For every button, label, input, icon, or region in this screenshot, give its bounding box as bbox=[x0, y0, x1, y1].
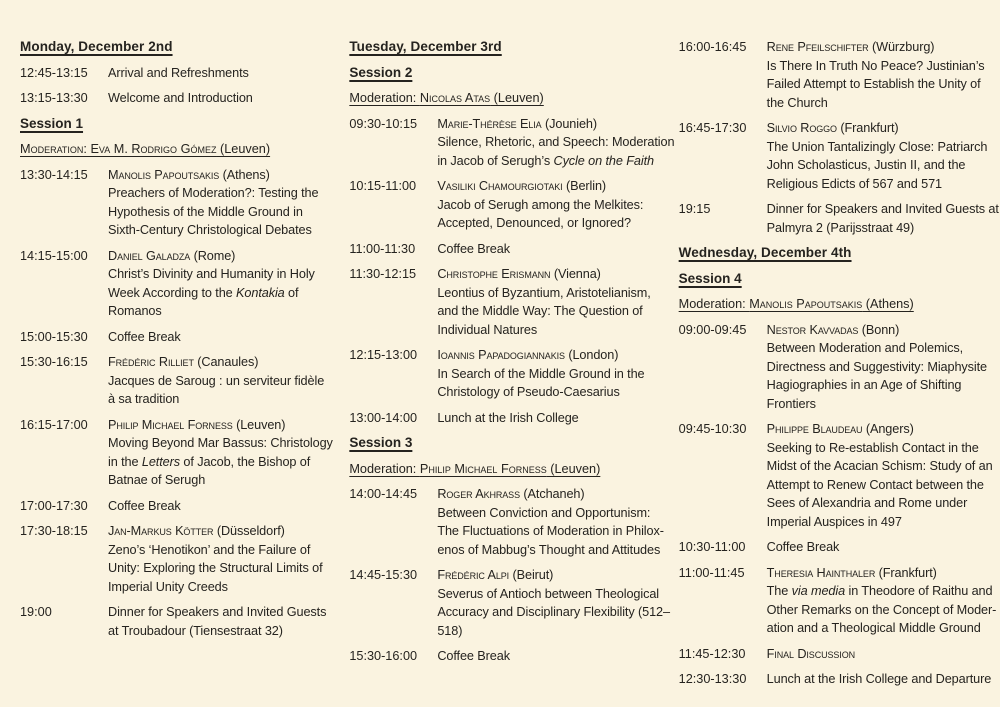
text-run: in Jacob of Serugh’s bbox=[437, 153, 554, 168]
schedule-entry bbox=[349, 409, 656, 428]
entry-time: 11:45-12:30 bbox=[678, 646, 746, 661]
text-run: à sa tradition bbox=[108, 392, 180, 406]
entry-content bbox=[767, 119, 986, 193]
entry-content bbox=[108, 416, 333, 490]
moderation-line bbox=[679, 295, 986, 314]
text-run: (Würzburg) bbox=[868, 40, 935, 54]
text-run: Dinner for Speakers and Invited Guests bbox=[108, 605, 327, 619]
smallcaps-text: Daniel Galadza bbox=[108, 248, 191, 263]
text-run: Severus of Antioch between Theological bbox=[437, 586, 659, 601]
text-run: Seeking to Re-establish Contact in the bbox=[766, 440, 979, 455]
smallcaps-text: Frédéric Rilliet bbox=[108, 355, 194, 369]
entry-line bbox=[766, 582, 993, 601]
text-run: the Church bbox=[766, 95, 828, 110]
schedule-entry bbox=[349, 566, 670, 640]
smallcaps-text: Vasiliki Chamourgiotaki bbox=[437, 179, 563, 193]
smallcaps-text: Frédéric Alpi bbox=[437, 568, 510, 582]
text-run: and the Middle Way: The Question of bbox=[437, 304, 643, 318]
session-header: Session 4 bbox=[678, 270, 742, 286]
text-run: Coffee Break bbox=[437, 241, 510, 256]
entry-content bbox=[766, 200, 999, 237]
entry-line bbox=[108, 541, 323, 560]
session-header: Session 1 bbox=[20, 115, 84, 131]
text-run: Accuracy and Disciplinary Flexibility (512– bbox=[437, 605, 670, 619]
entry-line bbox=[437, 265, 650, 284]
text-run: (Frankfurt) bbox=[875, 565, 937, 580]
text-run: enos of Mabbug’s Thought and Attitudes bbox=[437, 542, 661, 557]
entry-line bbox=[767, 538, 840, 557]
smallcaps-text: Philippe Blaudeau bbox=[766, 422, 863, 436]
entry-line bbox=[437, 585, 659, 604]
day-header: Monday, December 2nd bbox=[20, 39, 173, 54]
text-run: at Troubadour (Tiensestraat 32) bbox=[108, 623, 283, 638]
day-header: Tuesday, December 3rd bbox=[349, 39, 502, 54]
entry-content bbox=[437, 177, 643, 233]
entry-content bbox=[767, 538, 840, 557]
schedule-entry bbox=[349, 485, 664, 559]
entry-content bbox=[437, 346, 644, 402]
program-column-tuesday bbox=[349, 38, 675, 707]
smallcaps-text: Nicolas Atas bbox=[419, 91, 491, 105]
smallcaps-text: Final Discussion bbox=[766, 646, 856, 661]
entry-line bbox=[767, 75, 985, 94]
text-run: Coffee Break bbox=[437, 649, 510, 663]
entry-line bbox=[108, 203, 318, 222]
text-run: Moderation: bbox=[349, 461, 420, 476]
text-run: (Jounieh) bbox=[541, 116, 598, 131]
entry-time: 11:00-11:30 bbox=[349, 241, 416, 256]
entry-time: 09:45-10:30 bbox=[678, 422, 747, 436]
entry-line bbox=[766, 457, 993, 476]
entry-time: 11:00-11:45 bbox=[678, 565, 745, 580]
smallcaps-text: Theresia Hainthaler bbox=[766, 565, 876, 580]
schedule-entry bbox=[20, 89, 327, 108]
smallcaps-text: Rene Pfeilschifter bbox=[766, 40, 869, 54]
text-run: (Berlin) bbox=[562, 179, 607, 193]
entry-content bbox=[766, 564, 997, 638]
entry-time: 11:30-12:15 bbox=[349, 267, 417, 281]
text-run: Individual Natures bbox=[437, 322, 538, 337]
text-run: The Union Tantalizingly Close: Patriarch bbox=[766, 139, 988, 154]
entry-line bbox=[108, 64, 249, 83]
entry-line bbox=[766, 601, 997, 620]
schedule-entry bbox=[678, 670, 992, 689]
entry-line bbox=[108, 622, 326, 641]
entry-line bbox=[108, 284, 315, 303]
entry-line bbox=[767, 619, 986, 638]
entry-line bbox=[108, 603, 326, 622]
text-run: In Search of the Middle Ground in the bbox=[437, 366, 645, 381]
text-run: in Theodore of Raithu and bbox=[845, 584, 993, 598]
text-run: (Canaules) bbox=[193, 355, 259, 369]
entry-content bbox=[437, 647, 510, 666]
text-run: Jacob of Serugh among the Melkites: bbox=[437, 197, 644, 212]
text-run: (Rome) bbox=[190, 248, 236, 263]
entry-line bbox=[767, 439, 986, 458]
entry-line bbox=[767, 645, 855, 664]
entry-time: 10:15-11:00 bbox=[349, 179, 417, 193]
entry-line bbox=[437, 321, 650, 340]
entry-line bbox=[437, 196, 643, 215]
entry-line bbox=[108, 247, 315, 266]
entry-time: 19:00 bbox=[20, 605, 52, 619]
entry-line bbox=[437, 240, 510, 259]
schedule-entry bbox=[20, 247, 327, 321]
smallcaps-text: Moderation: Eva M. Rodrigo Gómez bbox=[20, 142, 217, 156]
entry-time: 09:30-10:15 bbox=[349, 116, 418, 131]
text-run: (London) bbox=[564, 348, 619, 362]
entry-line bbox=[767, 94, 985, 113]
text-run: (Athens) bbox=[219, 167, 270, 182]
entry-line bbox=[767, 321, 986, 340]
smallcaps-text: Nestor Kavvadas bbox=[766, 322, 859, 337]
text-run: Lunch at the Irish College bbox=[437, 410, 579, 425]
italic-title-text: Kontakia bbox=[236, 285, 285, 300]
entry-time: 13:00-14:00 bbox=[349, 410, 418, 425]
entry-content bbox=[437, 566, 670, 640]
entry-line bbox=[437, 302, 650, 321]
entry-line bbox=[767, 420, 986, 439]
entry-line bbox=[767, 138, 986, 157]
session-header: Session 2 bbox=[349, 64, 413, 80]
text-run: Between Moderation and Polemics, bbox=[766, 341, 964, 355]
text-run: Lunch at the Irish College and Departure bbox=[766, 672, 992, 686]
smallcaps-text: Ioannis Papadogiannakis bbox=[437, 348, 565, 362]
entry-line bbox=[767, 175, 986, 194]
schedule-entry bbox=[20, 416, 333, 490]
text-run: Christology of Pseudo-Caesarius bbox=[437, 385, 620, 399]
text-run: Week According to the bbox=[108, 285, 237, 300]
schedule-entry bbox=[349, 647, 656, 666]
schedule-entry bbox=[349, 346, 656, 402]
entry-line bbox=[767, 57, 985, 76]
entry-line bbox=[108, 559, 323, 578]
entry-line bbox=[437, 152, 656, 171]
text-run: Moving Beyond Mar Bassus: Christology bbox=[108, 436, 333, 450]
entry-line bbox=[767, 494, 986, 513]
text-run: of Jacob, the Bishop of bbox=[179, 454, 311, 469]
schedule-entry bbox=[349, 115, 675, 171]
text-run: (Vienna) bbox=[550, 267, 601, 281]
schedule-entry bbox=[678, 564, 997, 638]
schedule-entry bbox=[678, 200, 999, 237]
text-run: Silence, Rhetoric, and Speech: Moderation bbox=[437, 135, 675, 149]
text-run: Directness and Suggestivity: Miaphysite bbox=[766, 359, 988, 374]
schedule-entry bbox=[679, 645, 986, 664]
text-run: (Leuven) bbox=[490, 91, 544, 105]
entry-time: 14:45-15:30 bbox=[349, 568, 418, 582]
entry-content bbox=[108, 64, 249, 83]
italic-title-text: Cycle on the Faith bbox=[553, 153, 654, 168]
entry-content bbox=[108, 166, 318, 240]
entry-line bbox=[437, 284, 650, 303]
entry-line bbox=[108, 578, 323, 597]
entry-line bbox=[108, 328, 181, 347]
entry-line bbox=[108, 166, 318, 185]
entry-content bbox=[766, 420, 993, 531]
entry-content bbox=[766, 670, 992, 689]
entry-line bbox=[767, 119, 986, 138]
schedule-entry bbox=[20, 497, 327, 516]
schedule-entry bbox=[349, 177, 656, 233]
entry-time: 16:00-16:45 bbox=[678, 40, 747, 54]
smallcaps-text: Jan-Markus Kötter bbox=[108, 524, 214, 538]
entry-line bbox=[108, 89, 253, 108]
entry-line bbox=[766, 200, 999, 219]
entry-time: 14:00-14:45 bbox=[349, 487, 418, 501]
schedule-entry bbox=[679, 119, 986, 193]
schedule-entry bbox=[20, 603, 327, 640]
entry-time: 17:30-18:15 bbox=[20, 524, 88, 538]
text-run: Coffee Break bbox=[108, 329, 181, 344]
schedule-entry bbox=[678, 420, 993, 531]
entry-content bbox=[108, 247, 315, 321]
text-run: Sees of Alexandria and Rome under bbox=[766, 496, 968, 510]
entry-time: 15:30-16:15 bbox=[20, 355, 88, 369]
entry-line bbox=[108, 221, 318, 240]
entry-time: 13:30-14:15 bbox=[20, 167, 88, 182]
moderation-line bbox=[20, 140, 327, 159]
moderation-line bbox=[349, 89, 656, 108]
session-header: Session 3 bbox=[349, 435, 413, 450]
entry-line bbox=[437, 409, 578, 428]
schedule-entry bbox=[20, 353, 327, 409]
entry-time: 09:00-09:45 bbox=[678, 322, 747, 337]
entry-time: 10:30-11:00 bbox=[678, 540, 746, 554]
entry-line bbox=[767, 156, 986, 175]
text-run: Accepted, Denounced, or Ignored? bbox=[437, 216, 631, 230]
entry-content bbox=[767, 38, 985, 112]
entry-line bbox=[766, 670, 992, 689]
entry-line bbox=[108, 434, 333, 453]
entry-time: 12:30-13:30 bbox=[678, 672, 747, 686]
entry-time: 14:15-15:00 bbox=[20, 248, 88, 263]
smallcaps-text: Marie-Thérèse Elia bbox=[437, 116, 542, 131]
smallcaps-text: Manolis Papoutsakis bbox=[108, 167, 220, 182]
program-column-wednesday bbox=[678, 38, 999, 707]
smallcaps-text: Roger Akhrass bbox=[437, 487, 520, 501]
entry-line bbox=[108, 372, 324, 391]
text-run: Frontiers bbox=[766, 396, 816, 411]
text-run: (Atchaneh) bbox=[520, 487, 585, 501]
entry-line bbox=[108, 184, 318, 203]
text-run: 518) bbox=[437, 623, 463, 638]
entry-line bbox=[767, 358, 986, 377]
text-run: John Scholasticus, Justin II, and the bbox=[766, 158, 966, 172]
entry-line bbox=[437, 647, 510, 666]
text-run: Coffee Break bbox=[108, 498, 181, 513]
entry-time: 16:15-17:00 bbox=[20, 417, 88, 432]
text-run: Coffee Break bbox=[766, 540, 840, 554]
entry-line bbox=[767, 564, 986, 583]
smallcaps-text: Silvio Roggo bbox=[766, 121, 837, 135]
text-run: Leontius of Byzantium, Aristotelianism, bbox=[437, 285, 651, 300]
schedule-entry bbox=[679, 321, 986, 414]
entry-content bbox=[108, 522, 323, 596]
entry-line bbox=[767, 219, 986, 238]
entry-line bbox=[437, 365, 644, 384]
text-run: (Beirut) bbox=[509, 568, 554, 582]
entry-content bbox=[108, 497, 181, 516]
entry-time: 13:15-13:30 bbox=[20, 91, 88, 105]
smallcaps-text: Christophe Erismann bbox=[437, 267, 551, 281]
entry-line bbox=[108, 497, 181, 516]
text-run: Batnae of Serugh bbox=[108, 473, 206, 487]
entry-line bbox=[437, 504, 656, 523]
entry-content bbox=[437, 409, 578, 428]
entry-content bbox=[437, 485, 664, 559]
entry-line bbox=[108, 471, 327, 490]
entry-line bbox=[108, 453, 327, 472]
entry-line bbox=[437, 566, 656, 585]
day-header: Wednesday, December 4th bbox=[678, 245, 852, 260]
text-run: (Frankfurt) bbox=[836, 121, 899, 135]
schedule-entry bbox=[20, 522, 327, 596]
schedule-entry bbox=[349, 240, 656, 259]
smallcaps-text: Philip Michael Forness bbox=[108, 417, 233, 432]
text-run: Imperial Unity Creeds bbox=[108, 579, 228, 594]
entry-line bbox=[437, 177, 643, 196]
italic-title-text: Letters bbox=[141, 454, 180, 469]
entry-content bbox=[108, 353, 324, 409]
text-run: Jacques de Saroug : un serviteur fidèle bbox=[108, 373, 325, 388]
entry-line bbox=[437, 133, 675, 152]
text-run: Welcome and Introduction bbox=[108, 91, 253, 105]
entry-line bbox=[108, 390, 324, 409]
entry-time: 15:00-15:30 bbox=[20, 329, 88, 344]
entry-content bbox=[437, 240, 510, 259]
text-run: Is There In Truth No Peace? Justinian’s bbox=[766, 58, 985, 73]
text-run: Hypothesis of the Middle Ground in bbox=[108, 204, 303, 219]
entry-time: 12:45-13:15 bbox=[20, 65, 88, 80]
italic-title-text: via media bbox=[791, 584, 846, 598]
smallcaps-text: Philip Michael Forness bbox=[419, 461, 547, 476]
entry-line bbox=[437, 522, 664, 541]
schedule-entry bbox=[679, 38, 986, 112]
entry-line bbox=[437, 541, 661, 560]
text-run: (Athens) bbox=[862, 297, 914, 311]
entry-time: 19:15 bbox=[678, 202, 711, 216]
entry-line bbox=[437, 346, 644, 365]
entry-time: 12:15-13:00 bbox=[349, 348, 418, 362]
text-run: Moderation: bbox=[678, 297, 750, 311]
text-run: Unity: Exploring the Structural Limits of bbox=[108, 561, 323, 575]
text-run: Palmyra 2 (Parijsstraat 49) bbox=[766, 220, 915, 235]
text-run: Other Remarks on the Concept of Moder- bbox=[766, 602, 997, 617]
entry-line bbox=[767, 38, 985, 57]
text-run: (Düsseldorf) bbox=[213, 524, 285, 538]
entry-line bbox=[767, 476, 986, 495]
entry-line bbox=[767, 339, 986, 358]
text-run: Arrival and Refreshments bbox=[108, 65, 249, 80]
text-run: The Fluctuations of Moderation in Philox- bbox=[437, 524, 664, 538]
entry-time: 16:45-17:30 bbox=[678, 121, 747, 135]
text-run: Religious Edicts of 567 and 571 bbox=[766, 176, 943, 191]
schedule-entry bbox=[20, 328, 327, 347]
text-run: Midst of the Acacian Schism: Study of an bbox=[766, 459, 993, 473]
text-run: Between Conviction and Opportunism: bbox=[437, 505, 651, 520]
entry-line bbox=[767, 513, 986, 532]
text-run: Christ’s Divinity and Humanity in Holy bbox=[108, 267, 315, 281]
smallcaps-text: Manolis Papoutsakis bbox=[749, 297, 863, 311]
entry-content bbox=[767, 321, 986, 414]
entry-line bbox=[767, 376, 986, 395]
text-run: Zeno’s ‘Henotikon’ and the Failure of bbox=[108, 542, 311, 557]
entry-content bbox=[108, 89, 253, 108]
text-run: Sixth-Century Christological Debates bbox=[108, 223, 312, 237]
entry-time: 17:00-17:30 bbox=[20, 498, 88, 513]
entry-line bbox=[437, 115, 656, 134]
text-run: Attempt to Renew Contact between the bbox=[766, 477, 984, 492]
entry-line bbox=[437, 214, 643, 233]
text-run: Moderation: bbox=[349, 91, 420, 105]
text-run: Romanos bbox=[108, 304, 162, 318]
entry-line bbox=[108, 353, 324, 372]
text-run: Imperial Auspices in 497 bbox=[766, 514, 902, 529]
entry-line bbox=[767, 395, 986, 414]
entry-line bbox=[108, 416, 327, 435]
entry-line bbox=[437, 383, 644, 402]
text-run: of bbox=[284, 285, 299, 300]
entry-line bbox=[108, 522, 323, 541]
text-run: Hagiographies in an Age of Shifting bbox=[766, 378, 962, 392]
entry-time: 15:30-16:00 bbox=[349, 649, 418, 663]
entry-line bbox=[108, 265, 315, 284]
text-run: ation and a Theological Middle Ground bbox=[766, 621, 981, 635]
text-run: Preachers of Moderation?: Testing the bbox=[108, 186, 319, 200]
entry-line bbox=[437, 485, 656, 504]
entry-content bbox=[437, 115, 675, 171]
entry-content bbox=[108, 603, 326, 640]
schedule-entry bbox=[349, 265, 656, 339]
text-run: (Leuven) bbox=[232, 417, 286, 432]
text-run: Dinner for Speakers and Invited Guests at bbox=[766, 202, 999, 216]
text-run: (Leuven) bbox=[216, 142, 271, 156]
program-column-monday bbox=[20, 38, 333, 707]
schedule-entry bbox=[20, 166, 327, 240]
entry-content bbox=[437, 265, 650, 339]
text-run: (Leuven) bbox=[546, 461, 601, 476]
text-run: The bbox=[766, 584, 792, 598]
schedule-entry bbox=[679, 538, 986, 557]
text-run: (Angers) bbox=[862, 422, 914, 436]
entry-line bbox=[108, 302, 315, 321]
moderation-line bbox=[349, 460, 656, 479]
entry-content bbox=[767, 645, 855, 664]
text-run: in the bbox=[108, 454, 142, 469]
text-run: Failed Attempt to Establish the Unity of bbox=[766, 77, 981, 91]
entry-content bbox=[108, 328, 181, 347]
schedule-entry bbox=[20, 64, 327, 83]
entry-line bbox=[437, 622, 656, 641]
text-run: (Bonn) bbox=[858, 322, 900, 337]
entry-line bbox=[437, 603, 670, 622]
